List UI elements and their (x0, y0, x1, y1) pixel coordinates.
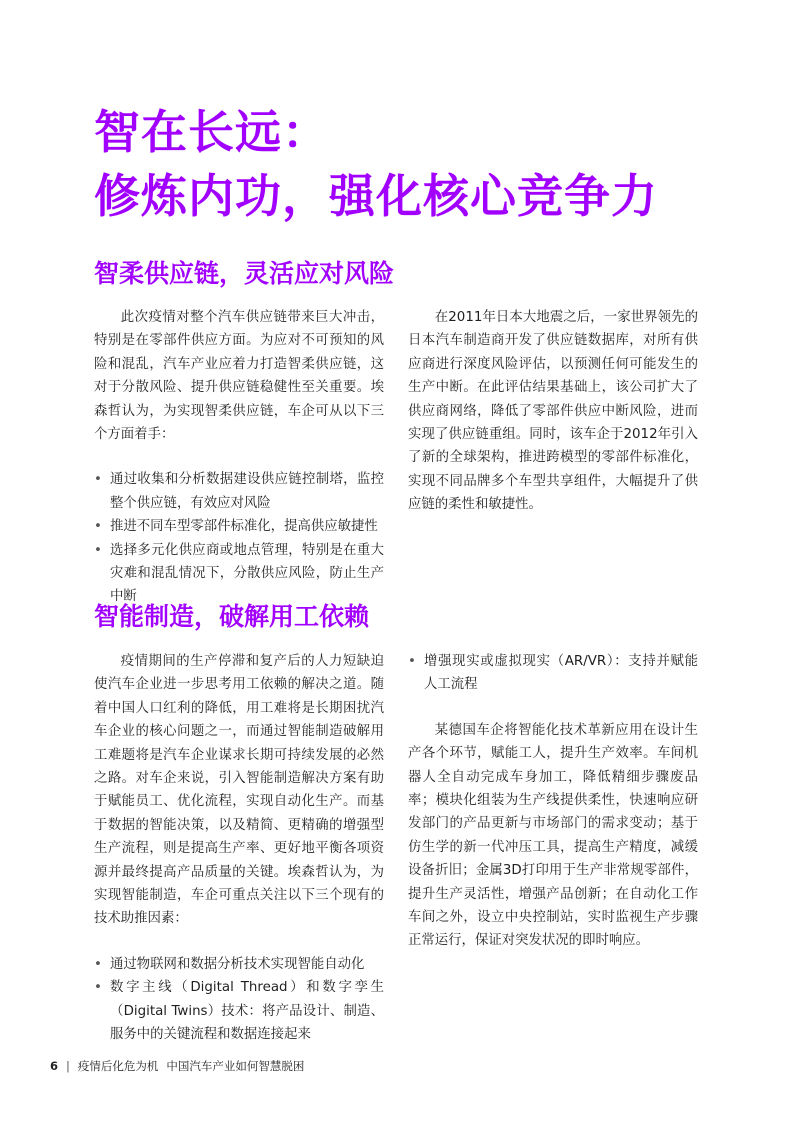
bullet-icon: • (94, 519, 102, 535)
page-title (94, 100, 774, 228)
list-item: • 增强现实或虚拟现实（AR/VR）：支持并赋能人工流程 (408, 650, 698, 697)
list-item: • 通过收集和分析数据建设供应链控制塔，监控整个供应链，有效应对风险 (94, 468, 384, 515)
section-heading-manufacturing: 智能制造，破解用工依赖 (94, 602, 370, 631)
footer-report-title: 疫情后化危为机 (77, 1059, 159, 1073)
bullet-icon: • (94, 542, 102, 558)
section2-bullet-list (94, 953, 384, 1047)
bullet-icon: • (94, 472, 102, 488)
section1-case-paragraph: 在2011年日本大地震之后，一家世界领先的日本汽车制造商开发了供应链数据库，对所有供应商进行深度风险评估，以预测任何可能发生的生产中断。在此评估结果基础上，该公司扩大了供应商网络，降低了零部件供应中断风险，进而实现了供应链重组。同时，该车企于2012年引入了新的全球架构，推进跨模型的零部件标准化，实现不同品牌多个车型共享组件，大幅提升了供应链的柔性和敏捷性。 (408, 310, 698, 513)
list-item: • 选择多元化供应商或地点管理，特别是在重大灾难和混乱情况下，分散供应风险，防止生产中断 (94, 539, 384, 609)
section1-left-column (94, 306, 384, 609)
bullet-icon: • (408, 654, 416, 669)
list-item: • 通过物联网和数据分析技术实现智能自动化 (94, 953, 384, 976)
section2-right-column (408, 650, 698, 953)
page-footer (50, 1058, 304, 1074)
list-item: • 推进不同车型零部件标准化，提高供应敏捷性 (94, 515, 384, 538)
bullet-icon: • (94, 980, 102, 996)
section2-intro-paragraph: 疫情期间的生产停滞和复产后的人力短缺迫使汽车企业进一步思考用工依赖的解决之道。随着中国人口红利的降低，用工难将是长期困扰汽车企业的核心问题之一，而通过智能制造破解用工难题将是汽车企业谋求长期可持续发展的必然之路。对车企来说，引入智能制造解决方案有助于赋能员工、优化流程，实现自动化生产。而基于数据的智能决策，以及精简、更精确的增强型生产流程，则是提高生产率、更好地平衡各项资源并最终提高产品质量的关键。埃森哲认为，为实现智能制造，车企可重点关注以下三个现有的技术助推因素： (94, 654, 384, 927)
page-number: 6 (50, 1059, 59, 1073)
list-item: • 数字主线（Digital Thread）和数字孪生（Digital Twins）技术：将产品设计、制造、服务中的关键流程和数据连接起来 (94, 976, 384, 1046)
section1-bullet-list (94, 468, 384, 608)
section1-intro-paragraph: 此次疫情对整个汽车供应链带来巨大冲击，特别是在零部件供应方面。为应对不可预知的风险和混乱，汽车产业应着力打造智柔供应链，这对于分散风险、提升供应链稳健性至关重要。埃森哲认为，为实现智柔供应链，车企可从以下三个方面着手： (94, 310, 384, 443)
section2-right-bullet-list (408, 650, 698, 697)
section1-right-column (408, 306, 698, 517)
footer-separator: | (66, 1059, 70, 1073)
section-heading-supply-chain: 智柔供应链，灵活应对风险 (94, 259, 395, 288)
footer-report-subtitle: 中国汽车产业如何智慧脱困 (166, 1059, 305, 1073)
bullet-icon: • (94, 956, 102, 972)
section2-left-column (94, 650, 384, 1047)
section2-case-paragraph: 某德国车企将智能化技术革新应用在设计生产各个环节，赋能工人，提升生产效率。车间机器人全自动完成车身加工，降低精细步骤废品率；模块化组装为生产线提供柔性，快速响应研发部门的产品更新与市场部门的需求变动；基于仿生学的新一代冲压工具，提高生产精度，减缓设备折旧；金属3D打印用于生产非常规零部件，提升生产灵活性，增强产品创新；在自动化工作车间之外，设立中央控制站，实时监视生产步骤正常运行，保证对突发状况的即时响应。 (408, 722, 698, 949)
page-title-line-2: 修炼内功，强化核心竞争力 (94, 169, 658, 223)
page-title-line-1: 智在长远： (94, 105, 329, 159)
